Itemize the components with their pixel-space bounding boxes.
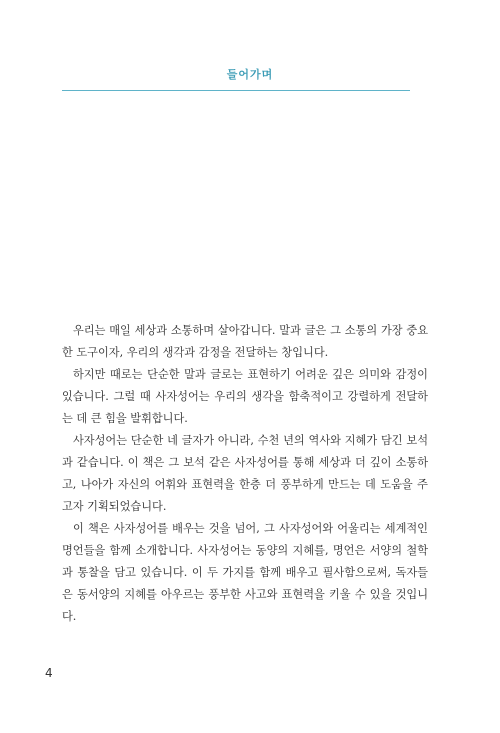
paragraph: 이 책은 사자성어를 배우는 것을 넘어, 그 사자성어와 어울리는 세계적인 명언들을 함께 소개합니다. 사자성어는 동양의 지혜를, 명언은 서양의 철학과 통찰을 담고 있습니다. 이 두 가지를 함께 배우고 필사함으로써, 독자들은 동서양의 지혜를 아우르는 풍부한 사고와 표현력을 키울 수 있을 것입니다.: [62, 522, 428, 623]
paragraph: 우리는 매일 세상과 소통하며 살아갑니다. 말과 글은 그 소통의 가장 중요한 도구이자, 우리의 생각과 감정을 전달하는 창입니다.: [62, 324, 428, 359]
page-number: 4: [45, 666, 53, 680]
page-title: 들어가며: [226, 68, 274, 81]
body-text: [62, 320, 428, 628]
paragraph: 하지만 때로는 단순한 말과 글로는 표현하기 어려운 깊은 의미와 감정이 있습니다. 그럴 때 사자성어는 우리의 생각을 함축적이고 강렬하게 전달하는 데 큰 힘을 발휘합니다.: [62, 368, 428, 425]
paragraph: 사자성어는 단순한 네 글자가 아니라, 수천 년의 역사와 지혜가 담긴 보석과 같습니다. 이 책은 그 보석 같은 사자성어를 통해 세상과 더 깊이 소통하고, 나아가 자신의 어휘와 표현력을 한층 더 풍부하게 만드는 데 도움을 주고자 기획되었습니다.: [62, 434, 428, 513]
header-divider: [62, 90, 410, 91]
